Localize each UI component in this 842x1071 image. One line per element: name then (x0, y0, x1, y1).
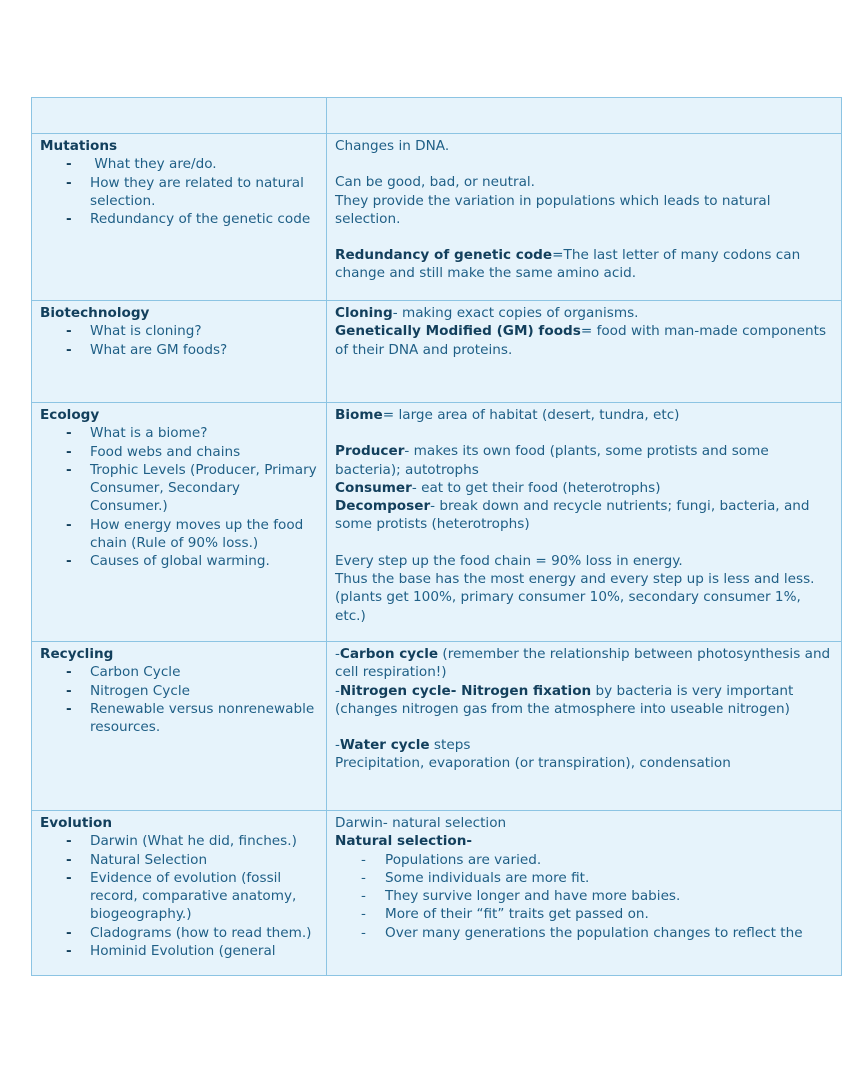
definition: - eat to get their food (heterotrophs) (411, 479, 661, 496)
term: Cloning (335, 305, 393, 321)
note-line: (plants get 100%, primary consumer 10%, secondary consumer 1%, etc.) (335, 589, 801, 624)
definition: - makes its own food (plants, some protists and some bacteria); autotrophs (335, 443, 769, 478)
note-line: Changes in DNA. (335, 138, 450, 154)
list-item: - How they are related to natural selection. (40, 174, 320, 211)
note-line: Precipitation, evaporation (or transpiration), condensation (335, 755, 731, 772)
topic-cell-mutations (32, 134, 327, 301)
topic-title: Ecology (40, 407, 100, 423)
list-item: - Redundancy of the genetic code (40, 210, 320, 228)
row-biotechnology (32, 301, 842, 403)
row-mutations (32, 134, 842, 301)
note-line (335, 304, 835, 322)
term: Nitrogen cycle (339, 682, 451, 699)
dash-mark: - (335, 737, 340, 754)
definition: - making exact copies of organisms. (392, 305, 639, 321)
note-line (335, 246, 835, 283)
list-item: - Causes of global warming. (40, 552, 320, 570)
list-item: - Some individuals are more fit. (335, 869, 835, 887)
term: Nitrogen fixation (461, 682, 592, 699)
term: Natural selection (335, 833, 467, 850)
notes-cell-biotechnology (327, 301, 842, 403)
list-item: - More of their “fit” traits get passed on. (335, 905, 835, 923)
note-line: Can be good, bad, or neutral. (335, 174, 536, 191)
note-line (335, 832, 835, 850)
row-ecology (32, 403, 842, 642)
list-item: - They survive longer and have more babies. (335, 887, 835, 905)
header-cell-notes (327, 98, 842, 134)
definition: steps (429, 737, 471, 754)
list-item: - Natural Selection (40, 851, 320, 869)
list-item: - What are GM foods? (40, 341, 320, 359)
header-row (32, 98, 842, 134)
topic-cell-recycling (32, 642, 327, 811)
list-item: - Evidence of evolution (fossil record, comparative anatomy, biogeography.) (40, 869, 320, 924)
topic-cell-biotechnology (32, 301, 327, 403)
subtopic-list (40, 322, 320, 359)
notes-cell-ecology (327, 403, 842, 642)
list-item: - Trophic Levels (Producer, Primary Consumer, Secondary Consumer.) (40, 461, 320, 516)
note-line (335, 479, 835, 497)
list-item: - Populations are varied. (335, 851, 835, 869)
term: Biome (335, 407, 383, 423)
note-line (335, 736, 835, 754)
term: Carbon cycle (339, 646, 439, 662)
definition: = large area of habitat (desert, tundra, etc) (382, 407, 680, 423)
list-item: - How energy moves up the food chain (Rule of 90% loss.) (40, 516, 320, 553)
subtopic-list (40, 663, 320, 736)
topic-title: Biotechnology (40, 305, 150, 321)
list-item: - What is a biome? (40, 424, 320, 442)
list-item: - Food webs and chains (40, 443, 320, 461)
definition: =The last letter of many codons can change and still make the same amino acid. (335, 247, 801, 282)
term: Water cycle (339, 737, 430, 754)
topic-cell-ecology (32, 403, 327, 642)
list-item: - What they are/do. (40, 155, 320, 173)
note-line: Every step up the food chain = 90% loss in energy. (335, 552, 683, 569)
row-evolution (32, 811, 842, 976)
list-item: - Carbon Cycle (40, 663, 320, 681)
topic-cell-evolution (32, 811, 327, 976)
list-item: - Hominid Evolution (general (40, 942, 320, 960)
topic-title: Evolution (40, 815, 112, 831)
list-item: - Over many generations the population changes to reflect the (335, 924, 835, 942)
list-item: - Renewable versus nonrenewable resources. (40, 700, 320, 737)
note-line: Darwin- natural selection (335, 815, 507, 831)
note-line: Thus the base has the most energy and every step up is less and less. (335, 571, 815, 588)
definition: - break down and recycle nutrients; fungi, bacteria, and some protists (heterotrophs) (335, 498, 810, 533)
note-line: They provide the variation in populations which leads to natural selection. (335, 192, 771, 227)
row-recycling (32, 642, 842, 811)
notes-cell-mutations (327, 134, 842, 301)
list-item: - What is cloning? (40, 322, 320, 340)
term: Redundancy of genetic code (335, 247, 553, 264)
note-line (335, 682, 835, 719)
list-item: - Cladograms (how to read them.) (40, 924, 320, 942)
dash-mark: - (335, 682, 340, 699)
note-line (335, 645, 835, 682)
term: Decomposer (335, 498, 431, 515)
definition: by bacteria is very important (changes nitrogen gas from the atmosphere into useable nitrogen) (335, 682, 798, 717)
term: Producer (335, 443, 405, 460)
list-item: - Nitrogen Cycle (40, 682, 320, 700)
note-line (335, 442, 835, 479)
note-line (335, 497, 835, 534)
term: Genetically Modified (GM) foods (335, 323, 581, 340)
notes-cell-evolution (327, 811, 842, 976)
separator: - (466, 833, 473, 850)
definition: = food with man-made components of their DNA and proteins. (335, 323, 827, 358)
subtopic-list (40, 832, 320, 960)
notes-cell-recycling (327, 642, 842, 811)
dash-mark: - (335, 646, 340, 662)
topic-title: Recycling (40, 646, 114, 662)
natural-selection-list (335, 851, 835, 942)
header-cell-topic (32, 98, 327, 134)
term: Consumer (335, 479, 412, 496)
note-line (335, 406, 835, 424)
study-guide-table (31, 97, 842, 976)
separator: - (450, 682, 462, 699)
subtopic-list (40, 155, 320, 228)
definition: (remember the relationship between photosynthesis and cell respiration!) (335, 646, 835, 681)
list-item: - Darwin (What he did, finches.) (40, 832, 320, 850)
note-line (335, 322, 835, 359)
subtopic-list (40, 424, 320, 570)
topic-title: Mutations (40, 138, 118, 154)
